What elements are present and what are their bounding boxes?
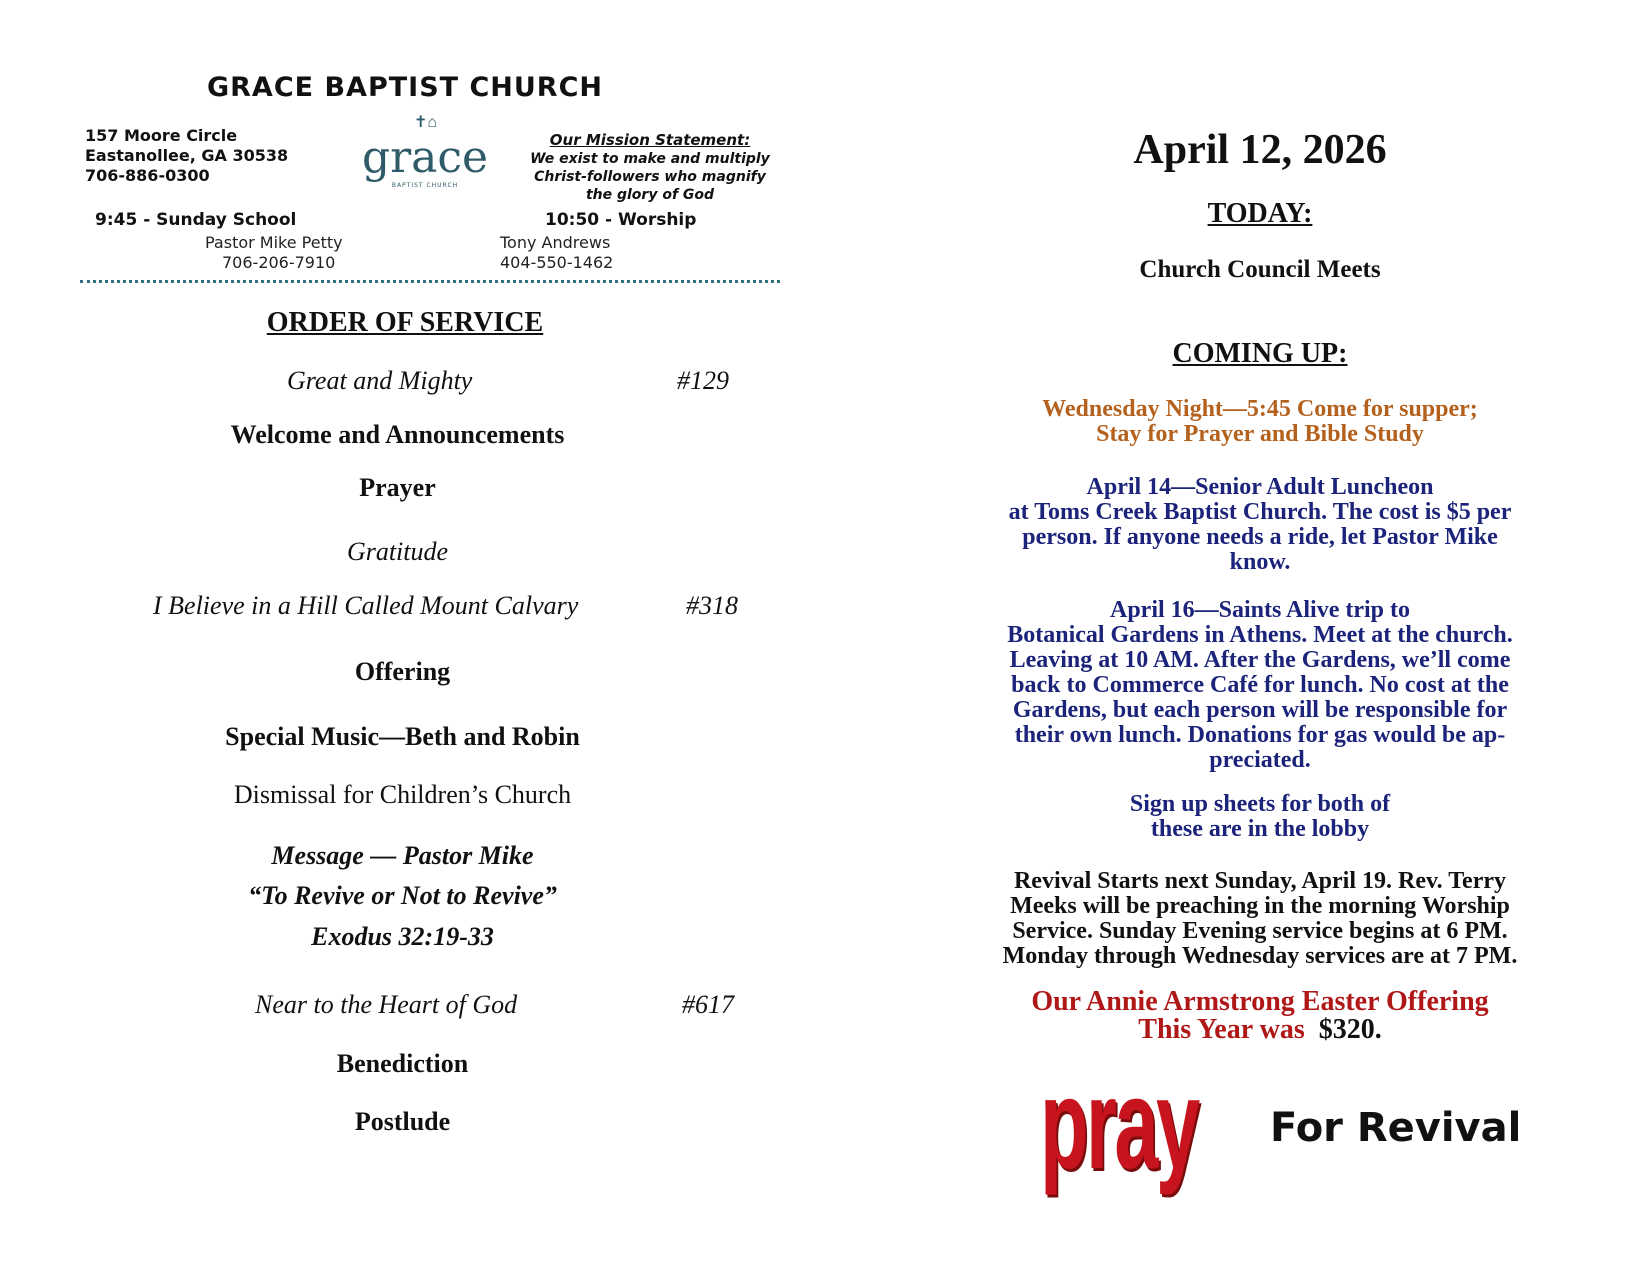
easter-offering-line-1: Our Annie Armstrong Easter Offering [1031, 986, 1489, 1017]
luncheon-line-1: April 14—Senior Adult Luncheon [1086, 474, 1434, 500]
easter-offering-line-2 [920, 1016, 1600, 1044]
logo-wordmark: grace [361, 132, 489, 183]
offering: Offering [354, 657, 451, 686]
revival-line-3: Service. Sunday Evening service begins at 6 PM. [1012, 918, 1508, 944]
pray-graphic: pray [1040, 1053, 1198, 1196]
hymn-3-number: #617 [682, 990, 734, 1019]
wednesday-line-1: Wednesday Night—5:45 Come for supper; [1042, 396, 1478, 422]
today-item: Church Council Meets [1139, 256, 1381, 283]
dismissal: Dismissal for Children’s Church [233, 780, 572, 809]
order-of-service-title: ORDER OF SERVICE [266, 307, 544, 338]
message-title: “To Revive or Not to Revive” [248, 881, 557, 910]
hymn-1-title: Great and Mighty [287, 366, 473, 395]
pastor-phone: 706-206-7910 [222, 253, 336, 272]
mission-line-2: Christ-followers who magnify [534, 169, 766, 185]
mission-title: Our Mission Statement: [549, 131, 751, 149]
message-pastor: Message — Pastor Mike [271, 841, 534, 870]
revival-line-1: Revival Starts next Sunday, April 19. Rev. Terry [1013, 868, 1507, 894]
luncheon-line-3: person. If anyone needs a ride, let Pastor Mike [1022, 524, 1498, 550]
grace-logo [350, 112, 500, 192]
easter-offering-label: This Year was [1138, 1014, 1305, 1045]
hymn-3-title: Near to the Heart of God [255, 990, 518, 1019]
pastor-name: Pastor Mike Petty [205, 233, 343, 252]
benediction: Benediction [336, 1049, 469, 1078]
header-divider [80, 280, 780, 283]
saints-alive-announcement [920, 598, 1600, 773]
today-heading: TODAY: [1207, 198, 1313, 229]
welcome-announcements: Welcome and Announcements [230, 420, 565, 449]
wednesday-announcement [920, 397, 1600, 447]
wednesday-line-2: Stay for Prayer and Bible Study [1096, 421, 1424, 447]
easter-offering-amount: $320. [1318, 1014, 1382, 1045]
signup-note [920, 792, 1600, 842]
saints-alive-line-4: back to Commerce Café for lunch. No cost at the [1011, 672, 1509, 698]
luncheon-announcement [920, 475, 1600, 575]
saints-alive-line-2: Botanical Gardens in Athens. Meet at the church. [1007, 622, 1513, 648]
revival-announcement [920, 869, 1600, 969]
gratitude: Gratitude [346, 537, 449, 566]
mission-line-3: the glory of God [585, 187, 715, 203]
saints-alive-line-1: April 16—Saints Alive trip to [1109, 597, 1410, 623]
scripture: Exodus 32:19-33 [311, 922, 494, 951]
church-name: GRACE BAPTIST CHURCH [206, 72, 604, 103]
worship-time: 10:50 - Worship [545, 210, 697, 230]
luncheon-line-2: at Toms Creek Baptist Church. The cost is $5 per [1008, 499, 1512, 525]
revival-line-2: Meeks will be preaching in the morning Worship [1010, 893, 1510, 919]
signup-line-2: these are in the lobby [1150, 816, 1370, 842]
hymn-2-number: #318 [686, 591, 738, 620]
saints-alive-line-6: their own lunch. Donations for gas would be ap- [1014, 722, 1506, 748]
address-city: Eastanollee, GA 30538 [85, 146, 289, 165]
logo-subtitle: BAPTIST CHURCH [391, 182, 459, 189]
other-name: Tony Andrews [500, 233, 611, 252]
mission-line-1: We exist to make and multiply [530, 151, 770, 167]
saints-alive-line-5: Gardens, but each person will be responsible for [1012, 697, 1508, 723]
saints-alive-line-3: Leaving at 10 AM. After the Gardens, we’ll come [1009, 647, 1511, 673]
prayer: Prayer [359, 473, 436, 502]
address-street: 157 Moore Circle [85, 126, 238, 145]
signup-line-1: Sign up sheets for both of [1129, 791, 1391, 817]
other-phone: 404-550-1462 [500, 253, 614, 272]
hymn-1-number: #129 [677, 366, 729, 395]
saints-alive-line-7: preciated. [1209, 747, 1311, 773]
church-steeple-icon: ✝⌂ [414, 114, 438, 131]
sunday-school-time: 9:45 - Sunday School [95, 210, 297, 230]
church-phone: 706-886-0300 [85, 166, 210, 185]
postlude: Postlude [354, 1107, 451, 1136]
coming-up-heading: COMING UP: [1172, 338, 1348, 369]
revival-line-4: Monday through Wednesday services are at 7 PM. [1002, 943, 1518, 969]
for-revival-text: For Revival [1270, 1105, 1522, 1151]
easter-offering [920, 988, 1600, 1044]
special-music: Special Music—Beth and Robin [225, 722, 580, 751]
luncheon-line-4: know. [1229, 549, 1291, 575]
bulletin-date: April 12, 2026 [1133, 127, 1387, 173]
hymn-2-title: I Believe in a Hill Called Mount Calvary [153, 591, 579, 620]
